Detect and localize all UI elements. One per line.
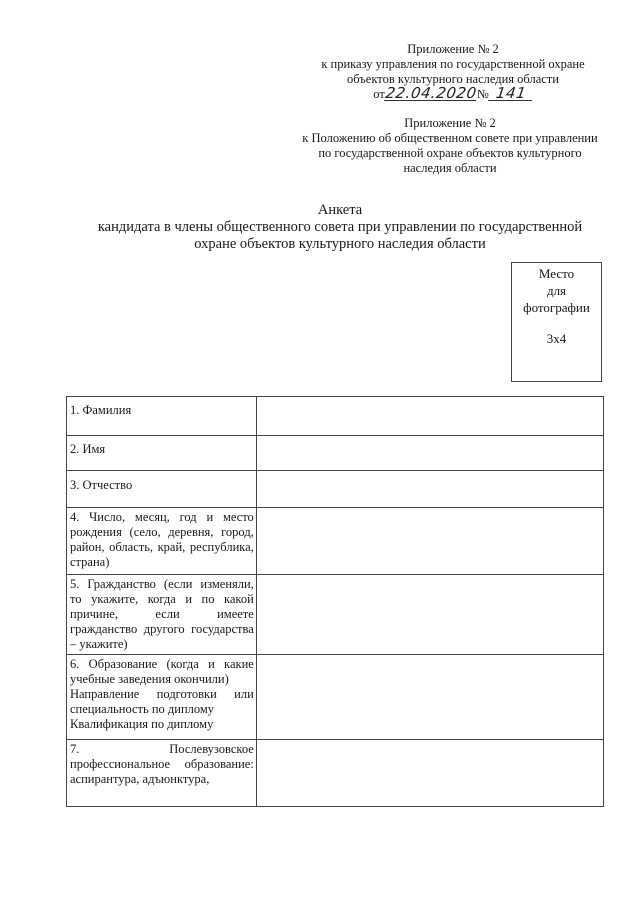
appendix-regulation-line-2: к Положению об общественном совете при управлении — [302, 131, 598, 145]
number-prefix: № — [476, 87, 489, 101]
field-label-name: 2. Имя — [67, 436, 257, 471]
handwritten-number: 141 — [488, 87, 534, 101]
photo-size: 3x4 — [546, 331, 567, 346]
handwritten-date: 22.04.2020 — [384, 84, 478, 102]
date-prefix: от — [373, 87, 385, 101]
questionnaire-table — [66, 396, 604, 807]
table-row — [67, 740, 604, 807]
appendix-regulation-block — [290, 116, 610, 176]
title-heading: Анкета — [317, 202, 363, 218]
table-row — [67, 397, 604, 436]
field-label-patronymic: 3. Отчество — [67, 471, 257, 508]
title-line-2: охране объектов культурного наследия области — [194, 236, 486, 252]
education-line-1: 6. Образование (когда и какие учебные заведения окончили) — [70, 657, 254, 686]
photo-line-2: для — [546, 283, 567, 298]
table-row — [67, 508, 604, 575]
appendix-order-date-line — [300, 84, 606, 102]
education-line-3: Квалификация по диплому — [70, 717, 214, 731]
field-label-surname: 1. Фамилия — [67, 397, 257, 436]
questionnaire-title — [60, 202, 620, 253]
appendix-regulation-line-4: наследия области — [403, 161, 497, 175]
table-row — [67, 436, 604, 471]
field-label-postgraduate: 7. Послевузовское профессиональное образование: аспирантура, адъюнктура, — [67, 740, 257, 807]
table-row — [67, 655, 604, 740]
field-value-name[interactable] — [256, 436, 603, 471]
field-value-citizenship[interactable] — [256, 575, 603, 655]
table-row — [67, 575, 604, 655]
field-label-citizenship: 5. Гражданство (если изменяли, то укажите, когда и по какой причине, если имеете гражданство другого государства – укажите) — [67, 575, 257, 655]
photo-line-3: фотографии — [523, 300, 590, 315]
field-label-education — [67, 655, 257, 740]
table-row — [67, 471, 604, 508]
field-value-patronymic[interactable] — [256, 471, 603, 508]
appendix-order-line-2: к приказу управления по государственной охране — [321, 57, 585, 71]
appendix-order-block — [300, 42, 606, 102]
field-value-birth[interactable] — [256, 508, 603, 575]
field-value-postgraduate[interactable] — [256, 740, 603, 807]
title-line-1: кандидата в члены общественного совета при управлении по государственной — [97, 219, 583, 235]
appendix-order-line-3: объектов культурного наследия области — [347, 72, 559, 86]
appendix-regulation-title: Приложение № 2 — [404, 116, 496, 130]
photo-line-1: Место — [538, 266, 575, 281]
appendix-regulation-line-3: по государственной охране объектов культурного — [318, 146, 582, 160]
field-value-surname[interactable] — [256, 397, 603, 436]
education-line-2: Направление подготовки или специальность по диплому — [70, 687, 254, 716]
appendix-order-title: Приложение № 2 — [407, 42, 499, 56]
photo-placeholder — [511, 262, 602, 382]
field-label-birth: 4. Число, месяц, год и место рождения (село, деревня, город, район, область, край, республика, страна) — [67, 508, 257, 575]
field-value-education[interactable] — [256, 655, 603, 740]
